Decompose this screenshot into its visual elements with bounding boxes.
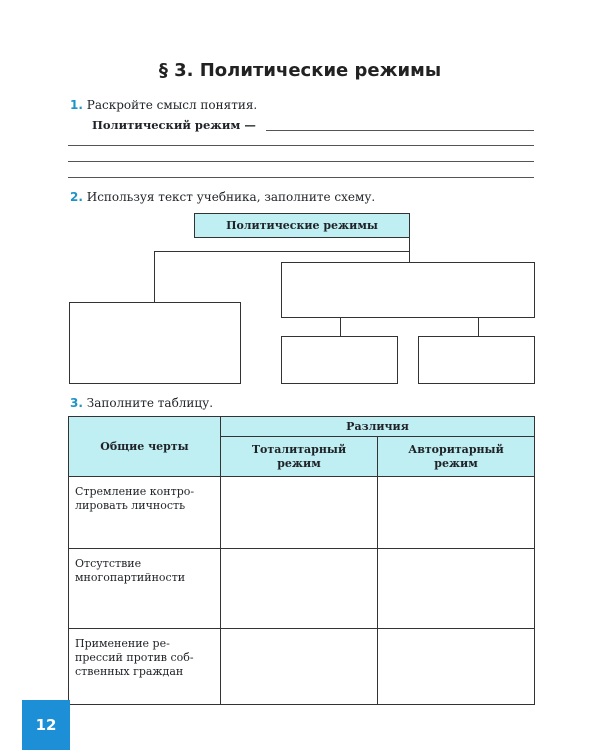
scheme-connector-sub1 <box>340 318 341 336</box>
task-3-text: Заполните таблицу. <box>86 396 214 410</box>
page-number: 12 <box>22 700 70 750</box>
task-3-number: 3. <box>70 396 83 410</box>
page-title: § 3. Политические режимы <box>158 60 442 81</box>
task-1-text: Раскройте смысл понятия. <box>86 98 258 112</box>
task-2-prompt <box>70 190 375 204</box>
cell-authoritarian[interactable] <box>378 477 535 549</box>
cell-totalitarian[interactable] <box>221 629 378 705</box>
task-2-number: 2. <box>70 190 83 204</box>
answer-line-1[interactable] <box>266 130 534 131</box>
scheme-connector-left <box>154 251 155 302</box>
scheme-box-sub2[interactable] <box>418 336 535 384</box>
row-label: Отсутствие многопартийности <box>69 549 221 629</box>
scheme-box-right[interactable] <box>281 262 535 318</box>
cell-totalitarian[interactable] <box>221 549 378 629</box>
table-row <box>69 629 535 705</box>
cell-authoritarian[interactable] <box>378 549 535 629</box>
row-label: Применение ре-прессий против соб-ственных граждан <box>69 629 221 705</box>
scheme-root-box: Политические режимы <box>194 213 410 238</box>
answer-line-4[interactable] <box>68 177 534 178</box>
answer-line-3[interactable] <box>68 161 534 162</box>
table-row <box>69 549 535 629</box>
task-2-text: Используя текст учебника, заполните схему. <box>86 190 376 204</box>
term-label: Политический режим — <box>92 118 256 132</box>
header-differences: Различия <box>221 417 535 437</box>
header-common-features: Общие черты <box>69 417 221 477</box>
header-authoritarian: Авторитарный режим <box>378 437 535 477</box>
cell-totalitarian[interactable] <box>221 477 378 549</box>
table-row <box>69 477 535 549</box>
scheme-box-left[interactable] <box>69 302 241 384</box>
task-3-prompt <box>70 396 213 410</box>
scheme-connector-h <box>154 251 410 252</box>
task-1-number: 1. <box>70 98 83 112</box>
header-totalitarian: Тоталитарный режим <box>221 437 378 477</box>
cell-authoritarian[interactable] <box>378 629 535 705</box>
scheme-connector-sub2 <box>478 318 479 336</box>
comparison-table <box>68 416 535 705</box>
row-label: Стремление контро-лировать личность <box>69 477 221 549</box>
task-1-prompt <box>70 98 257 112</box>
answer-line-2[interactable] <box>68 145 534 146</box>
scheme-box-sub1[interactable] <box>281 336 398 384</box>
scheme-connector-right <box>409 238 410 262</box>
